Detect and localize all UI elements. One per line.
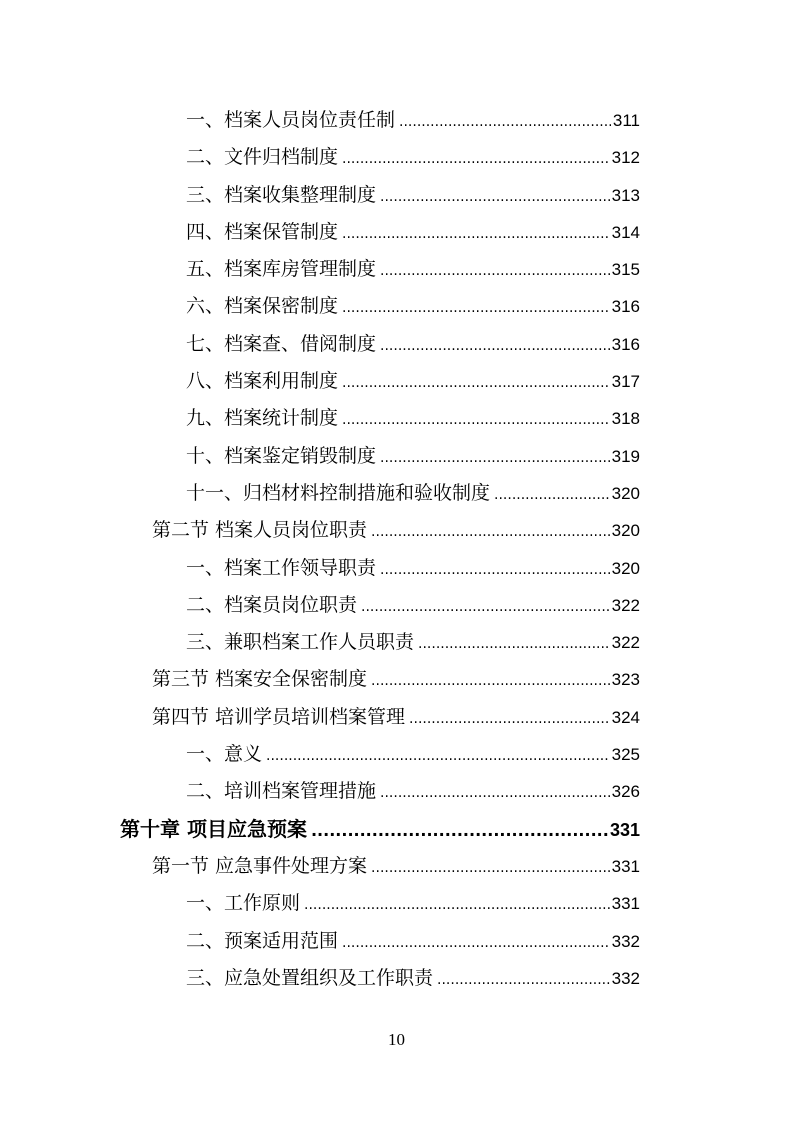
toc-leader-dots [371,514,610,551]
toc-leader-dots [304,887,610,924]
toc-entry-page: 313 [611,185,640,205]
toc-entry-title: 十一、归档材料控制措施和验收制度 [186,481,491,504]
toc-entry-title: 第四节 培训学员培训档案管理 [152,705,406,728]
toc-leader-dots [380,440,610,477]
toc-entry[interactable] [0,624,640,661]
toc-entry[interactable] [0,251,640,288]
toc-entry-title: 四、档案保管制度 [186,220,339,243]
toc-entry[interactable] [0,438,640,475]
toc-entry[interactable] [0,139,640,176]
toc-entry-page: 316 [611,297,640,317]
toc-leader-dots [311,812,608,849]
toc-entry-page: 322 [611,633,640,653]
toc-entry[interactable] [0,102,640,139]
toc-entry[interactable] [0,773,640,810]
toc-entry-title: 三、档案收集整理制度 [186,183,377,206]
toc-entry-page: 332 [611,931,640,951]
toc-entry[interactable] [0,326,640,363]
toc-leader-dots [342,141,610,178]
toc-entry-title: 六、档案保密制度 [186,295,339,318]
toc-leader-dots [342,365,610,402]
toc-leader-dots [380,552,610,589]
toc-leader-dots [342,925,610,962]
toc-entry-title: 第十章 项目应急预案 [120,816,307,841]
toc-entry[interactable] [0,587,640,624]
toc-entry-page: 320 [611,521,640,541]
toc-entry-title: 一、档案人员岗位责任制 [186,109,396,131]
toc-leader-dots [380,775,610,812]
toc-entry-page: 311 [612,111,640,130]
toc-entry-page: 325 [611,745,640,765]
toc-entry[interactable] [0,400,640,437]
toc-leader-dots [342,290,610,327]
toc-entry[interactable] [0,475,640,512]
toc-entry-page: 312 [611,148,640,168]
toc-leader-dots [371,663,610,700]
toc-leader-dots [380,253,610,290]
toc-chapter-entry[interactable] [0,811,640,848]
toc-leader-dots [371,850,610,887]
toc-entry-page: 331 [611,856,640,876]
toc-entry-title: 一、档案工作领导职责 [186,556,377,579]
toc-entry[interactable] [0,177,640,214]
toc-entry-title: 七、档案查、借阅制度 [186,332,377,355]
toc-entry[interactable] [0,923,640,960]
toc-leader-dots [380,179,610,216]
table-of-contents [0,102,793,997]
toc-leader-dots [399,104,611,141]
toc-leader-dots [342,402,610,439]
toc-leader-dots [266,738,610,775]
toc-entry-title: 二、文件归档制度 [186,146,339,169]
toc-entry-title: 一、工作原则 [186,892,301,915]
toc-entry[interactable] [0,214,640,251]
toc-section-entry[interactable] [0,699,640,736]
toc-entry-title: 第二节 档案人员岗位职责 [152,519,368,542]
page-number: 10 [388,1030,405,1049]
toc-entry-title: 三、应急处置组织及工作职责 [186,966,434,989]
toc-leader-dots [418,626,610,663]
toc-entry[interactable] [0,736,640,773]
toc-entry-page: 315 [611,260,640,280]
toc-section-entry[interactable] [0,848,640,885]
toc-entry-title: 三、兼职档案工作人员职责 [186,631,415,654]
toc-entry-page: 324 [611,707,640,727]
toc-section-entry[interactable] [0,512,640,549]
toc-entry-page: 331 [609,819,640,840]
toc-leader-dots [342,216,610,253]
toc-entry-page: 331 [611,894,640,914]
toc-entry-page: 326 [611,782,640,802]
toc-entry-title: 二、培训档案管理措施 [186,780,377,803]
toc-section-entry[interactable] [0,661,640,698]
toc-entry-title: 十、档案鉴定销毁制度 [186,444,377,467]
toc-entry-title: 八、档案利用制度 [186,370,339,393]
toc-entry[interactable] [0,363,640,400]
toc-leader-dots [361,589,610,626]
toc-entry-page: 314 [611,222,640,242]
toc-entry[interactable] [0,960,640,997]
toc-entry-title: 五、档案库房管理制度 [186,258,377,281]
toc-entry-page: 317 [611,372,640,392]
toc-entry-title: 二、档案员岗位职责 [186,593,358,616]
toc-entry-page: 332 [611,968,640,988]
toc-entry-title: 二、预案适用范围 [186,929,339,952]
toc-leader-dots [380,328,610,365]
toc-entry-page: 320 [611,483,640,503]
toc-entry-title: 一、意义 [186,743,263,766]
toc-leader-dots [409,701,610,738]
toc-entry-page: 318 [611,409,640,429]
toc-entry-title: 九、档案统计制度 [186,407,339,430]
toc-leader-dots [437,962,610,999]
toc-entry-page: 323 [611,670,640,690]
toc-entry[interactable] [0,288,640,325]
toc-entry-page: 320 [611,558,640,578]
toc-entry-page: 322 [611,595,640,615]
toc-entry-title: 第三节 档案安全保密制度 [152,668,368,691]
toc-entry-title: 第一节 应急事件处理方案 [152,854,368,877]
toc-entry-page: 319 [611,446,640,466]
toc-leader-dots [494,477,610,514]
toc-entry-page: 316 [611,334,640,354]
toc-entry[interactable] [0,885,640,922]
toc-entry[interactable] [0,550,640,587]
